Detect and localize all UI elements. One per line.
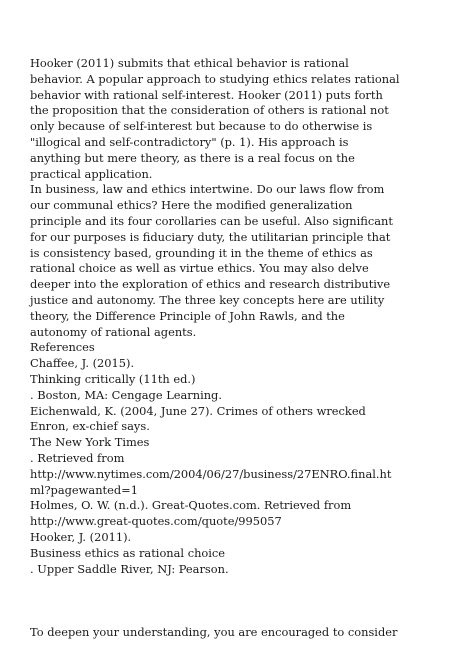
references-heading: References: [30, 340, 95, 355]
reference-line: Enron, ex-chief says.: [30, 419, 150, 434]
text-line: practical application.: [30, 166, 153, 181]
text-line: justice and autonomy. The three key concepts here are utility: [30, 292, 385, 307]
text-line: deeper into the exploration of ethics and research distributive: [30, 277, 391, 292]
text-line: the proposition that the consideration of others is rational not: [30, 103, 389, 118]
text-line: anything but mere theory, as there is a real focus on the: [30, 150, 355, 165]
closing-line: To deepen your understanding, you are encouraged to consider: [30, 624, 398, 639]
reference-line: Holmes, O. W. (n.d.). Great-Quotes.com. Retrieved from: [30, 498, 352, 513]
paragraph-gap: [30, 577, 460, 624]
text-line: In business, law and ethics intertwine. Do our laws flow from: [30, 182, 385, 197]
reference-line: . Boston, MA: Cengage Learning.: [30, 387, 222, 402]
reference-url: http://www.nytimes.com/2004/06/27/business/27ENRO.final.ht: [30, 466, 392, 481]
reference-line: Hooker, J. (2011).: [30, 529, 132, 544]
text-line: Hooker (2011) submits that ethical behavior is rational: [30, 56, 349, 70]
reference-url: http://www.great-quotes.com/quote/995057: [30, 514, 282, 529]
text-line: theory, the Difference Principle of John Rawls, and the: [30, 308, 345, 323]
reference-url: ml?pagewanted=1: [30, 482, 138, 497]
reference-line: Chaffee, J. (2015).: [30, 356, 135, 371]
text-line: for our purposes is fiduciary duty, the utilitarian principle that: [30, 229, 391, 244]
text-line: "illogical and self-contradictory" (p. 1). His approach is: [30, 134, 349, 149]
text-line: behavior. A popular approach to studying ethics relates rational: [30, 71, 400, 86]
text-line: is consistency based, grounding it in the theme of ethics as: [30, 245, 373, 260]
reference-line: The New York Times: [30, 435, 150, 450]
reference-line: . Upper Saddle River, NJ: Pearson.: [30, 561, 229, 576]
text-line: principle and its four corollaries can be useful. Also significant: [30, 213, 393, 228]
reference-line: Eichenwald, K. (2004, June 27). Crimes of others wrecked: [30, 403, 366, 418]
text-line: our communal ethics? Here the modified generalization: [30, 198, 353, 213]
text-line: autonomy of rational agents.: [30, 324, 197, 339]
reference-line: . Retrieved from: [30, 450, 125, 465]
text-line: rational choice as well as virtue ethics. You may also delve: [30, 261, 369, 276]
reference-line: Thinking critically (11th ed.): [30, 371, 196, 386]
text-line: only because of self-interest but because to do otherwise is: [30, 119, 373, 134]
text-line: behavior with rational self-interest. Hooker (2011) puts forth: [30, 87, 383, 102]
reference-line: Business ethics as rational choice: [30, 545, 226, 560]
document-body: [30, 56, 460, 640]
